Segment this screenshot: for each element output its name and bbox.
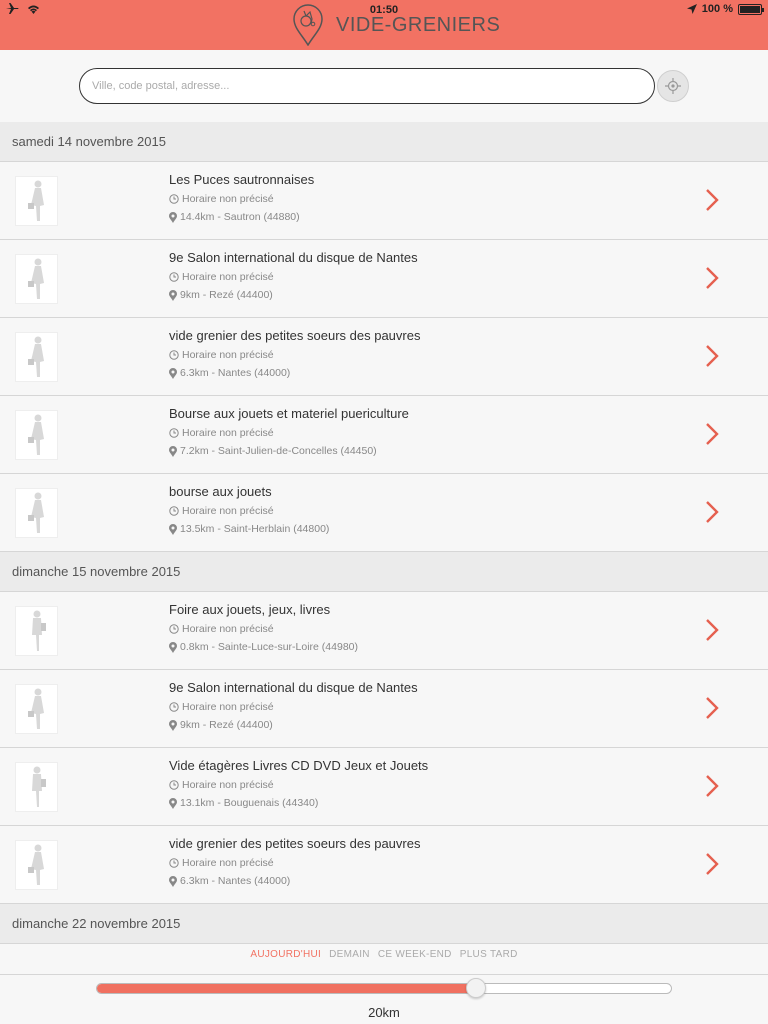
event-thumbnail [15,606,58,656]
event-thumbnail [15,332,58,382]
location-pin-icon [169,290,177,301]
location-pin-icon [169,798,177,809]
chevron-right-icon[interactable] [704,343,720,369]
map-pin-logo-icon [292,4,324,46]
event-location [169,367,290,379]
locate-button[interactable] [657,70,689,102]
app-header [0,0,768,50]
event-schedule-text: Horaire non précisé [182,427,274,439]
event-row[interactable] [0,162,768,240]
search-input[interactable] [79,68,655,104]
filter-later[interactable]: PLUS TARD [459,949,518,960]
event-title: bourse aux jouets [169,484,272,499]
event-schedule [169,505,274,517]
woman-silhouette-icon [26,687,48,731]
location-pin-icon [169,212,177,223]
event-title: Foire aux jouets, jeux, livres [169,602,331,617]
event-location-text: 13.1km - Bouguenais (44340) [180,797,319,809]
battery-icon [738,4,762,15]
clock-icon [169,624,179,634]
distance-slider-thumb[interactable] [466,978,486,998]
chevron-right-icon[interactable] [704,187,720,213]
event-location-text: 9km - Rezé (44400) [180,719,273,731]
event-location [169,875,290,887]
event-location-text: 0.8km - Sainte-Luce-sur-Loire (44980) [180,641,358,653]
event-schedule [169,779,274,791]
location-pin-icon [169,720,177,731]
event-location-text: 14.4km - Sautron (44880) [180,211,300,223]
location-pin-icon [169,368,177,379]
event-title: vide grenier des petites soeurs des pauvres [169,328,421,343]
event-title: 9e Salon international du disque de Nantes [169,250,418,265]
event-thumbnail [15,762,58,812]
event-schedule-text: Horaire non précisé [182,349,274,361]
event-schedule [169,623,274,635]
event-location-text: 9km - Rezé (44400) [180,289,273,301]
location-pin-icon [169,524,177,535]
event-schedule [169,271,274,283]
woman-silhouette-icon [26,413,48,457]
event-location-text: 6.3km - Nantes (44000) [180,875,291,887]
bottom-bar [0,944,768,1024]
event-schedule-text: Horaire non précisé [182,505,274,517]
section-header: samedi 14 novembre 2015 [0,122,768,162]
event-location [169,211,300,223]
man-silhouette-icon [26,765,48,809]
event-title: vide grenier des petites soeurs des pauvres [169,836,421,851]
event-schedule-text: Horaire non précisé [182,271,274,283]
distance-label: 20km [368,1005,400,1020]
clock-icon [169,194,179,204]
event-location [169,445,377,457]
woman-silhouette-icon [26,843,48,887]
status-right [687,3,762,15]
event-row[interactable] [0,826,768,904]
event-schedule-text: Horaire non précisé [182,701,274,713]
location-pin-icon [169,642,177,653]
location-pin-icon [169,876,177,887]
distance-slider-track[interactable] [96,983,672,994]
section-header: dimanche 22 novembre 2015 [0,904,768,944]
event-row[interactable] [0,670,768,748]
woman-silhouette-icon [26,335,48,379]
event-row[interactable] [0,318,768,396]
status-time: 01:50 [369,4,399,16]
event-thumbnail [15,488,58,538]
divider [0,974,768,975]
event-schedule [169,349,274,361]
woman-silhouette-icon [26,491,48,535]
event-title: Bourse aux jouets et materiel puericulture [169,406,409,421]
event-schedule-text: Horaire non précisé [182,857,274,869]
chevron-right-icon[interactable] [704,617,720,643]
filter-tomorrow[interactable]: DEMAIN [329,949,370,960]
event-schedule-text: Horaire non précisé [182,623,274,635]
event-title: Les Puces sautronnaises [169,172,315,187]
event-thumbnail [15,254,58,304]
chevron-right-icon[interactable] [704,421,720,447]
distance-slider-fill [97,984,476,993]
event-row[interactable] [0,240,768,318]
chevron-right-icon[interactable] [704,499,720,525]
event-location-text: 7.2km - Saint-Julien-de-Concelles (44450) [180,445,377,457]
brand [292,4,500,46]
clock-icon [169,780,179,790]
event-thumbnail [15,410,58,460]
chevron-right-icon[interactable] [704,265,720,291]
clock-icon [169,506,179,516]
event-schedule [169,701,274,713]
event-schedule [169,427,274,439]
crosshair-icon [665,78,681,94]
chevron-right-icon[interactable] [704,695,720,721]
event-list [0,122,768,944]
clock-icon [169,858,179,868]
event-schedule-text: Horaire non précisé [182,193,274,205]
event-row[interactable] [0,592,768,670]
clock-icon [169,428,179,438]
location-pin-icon [169,446,177,457]
woman-silhouette-icon [26,257,48,301]
event-title: 9e Salon international du disque de Nantes [169,680,418,695]
event-location [169,641,358,653]
chevron-right-icon[interactable] [704,851,720,877]
date-filters [0,949,768,960]
event-row[interactable] [0,396,768,474]
event-location-text: 6.3km - Nantes (44000) [180,367,291,379]
event-title: Vide étagères Livres CD DVD Jeux et Jouets [169,758,429,773]
event-schedule-text: Horaire non précisé [182,779,274,791]
event-row[interactable] [0,474,768,552]
app-title: VIDE-GRENIERS [336,13,501,36]
man-silhouette-icon [26,609,48,653]
event-location [169,797,318,809]
event-schedule [169,193,274,205]
filter-weekend[interactable]: CE WEEK-END [377,949,452,960]
clock-icon [169,350,179,360]
event-location [169,523,329,535]
location-arrow-icon [687,4,697,14]
event-location [169,719,273,731]
event-thumbnail [15,840,58,890]
event-schedule [169,857,274,869]
battery-percent: 100 % [701,3,733,15]
woman-silhouette-icon [26,179,48,223]
clock-icon [169,702,179,712]
event-location-text: 13.5km - Saint-Herblain (44800) [180,523,330,535]
event-row[interactable] [0,748,768,826]
event-thumbnail [15,684,58,734]
chevron-right-icon[interactable] [704,773,720,799]
filter-today[interactable]: AUJOURD'HUI [250,949,322,960]
clock-icon [169,272,179,282]
event-location [169,289,273,301]
event-thumbnail [15,176,58,226]
section-header: dimanche 15 novembre 2015 [0,552,768,592]
search-area [0,50,768,122]
